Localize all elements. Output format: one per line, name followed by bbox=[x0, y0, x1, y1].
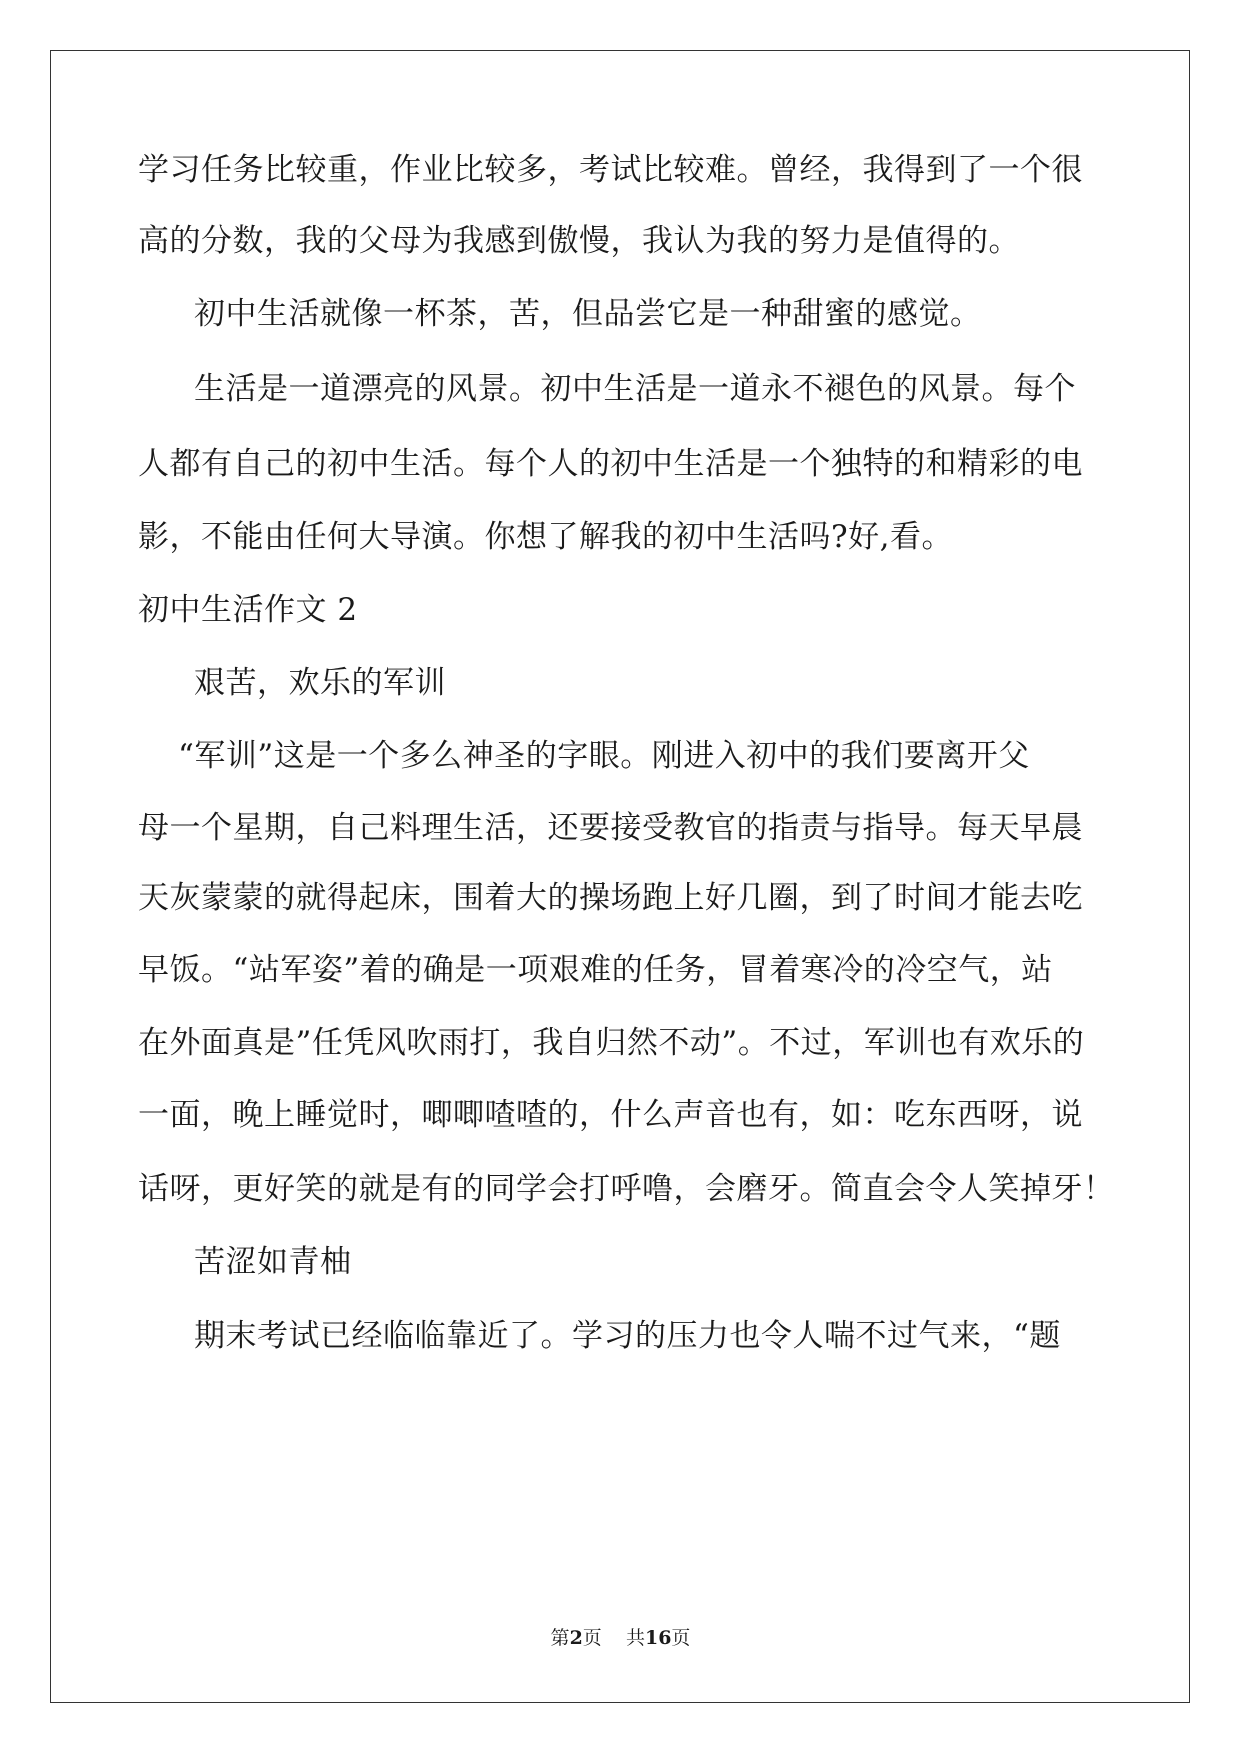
page-footer bbox=[0, 1626, 1241, 1650]
body-line-3: 初中生活就像一杯茶，苦，但品尝它是一种甜蜜的感觉。 bbox=[194, 296, 982, 332]
body-line-6: 影，不能由任何大导演。你想了解我的初中生活吗?好,看。 bbox=[138, 519, 953, 555]
footer-mid: 页 共 bbox=[582, 1627, 645, 1649]
body-line-10: 母一个星期，自己料理生活，还要接受教官的指责与指导。每天早晨 bbox=[138, 810, 1083, 846]
body-line-1: 学习任务比较重，作业比较多，考试比较难。曾经，我得到了一个很 bbox=[138, 152, 1083, 188]
footer-page-current: 2 bbox=[569, 1627, 583, 1649]
body-line-13: 在外面真是”任凭风吹雨打，我自归然不动”。不过，军训也有欢乐的 bbox=[138, 1025, 1085, 1061]
body-line-14: 一面，晚上睡觉时，唧唧喳喳的，什么声音也有，如：吃东西呀，说 bbox=[138, 1097, 1083, 1133]
footer-prefix: 第 bbox=[550, 1627, 570, 1649]
body-line-11: 天灰蒙蒙的就得起床，围着大的操场跑上好几圈，到了时间才能去吃 bbox=[138, 880, 1083, 916]
body-line-2: 高的分数，我的父母为我感到傲慢，我认为我的努力是值得的。 bbox=[138, 223, 1020, 259]
footer-page-total: 16 bbox=[644, 1627, 672, 1649]
body-line-15: 话呀，更好笑的就是有的同学会打呼噜，会磨牙。简直会令人笑掉牙！ bbox=[138, 1171, 1115, 1207]
body-line-12: 早饭。“站军姿”着的确是一项艰难的任务，冒着寒冷的冷空气，站 bbox=[138, 952, 1053, 988]
body-line-9: “军训”这是一个多么神圣的字眼。刚进入初中的我们要离开父 bbox=[178, 738, 1030, 774]
section-heading: 初中生活作文 2 bbox=[138, 592, 358, 628]
body-line-5: 人都有自己的初中生活。每个人的初中生活是一个独特的和精彩的电 bbox=[138, 446, 1083, 482]
footer-suffix: 页 bbox=[671, 1627, 691, 1649]
body-line-4: 生活是一道漂亮的风景。初中生活是一道永不褪色的风景。每个 bbox=[194, 371, 1076, 407]
body-line-17: 期末考试已经临临靠近了。学习的压力也令人喘不过气来，“题 bbox=[194, 1318, 1061, 1354]
subheading-military-training: 艰苦，欢乐的军训 bbox=[194, 665, 446, 701]
subheading-bitter-pomelo: 苦涩如青柚 bbox=[194, 1244, 352, 1280]
